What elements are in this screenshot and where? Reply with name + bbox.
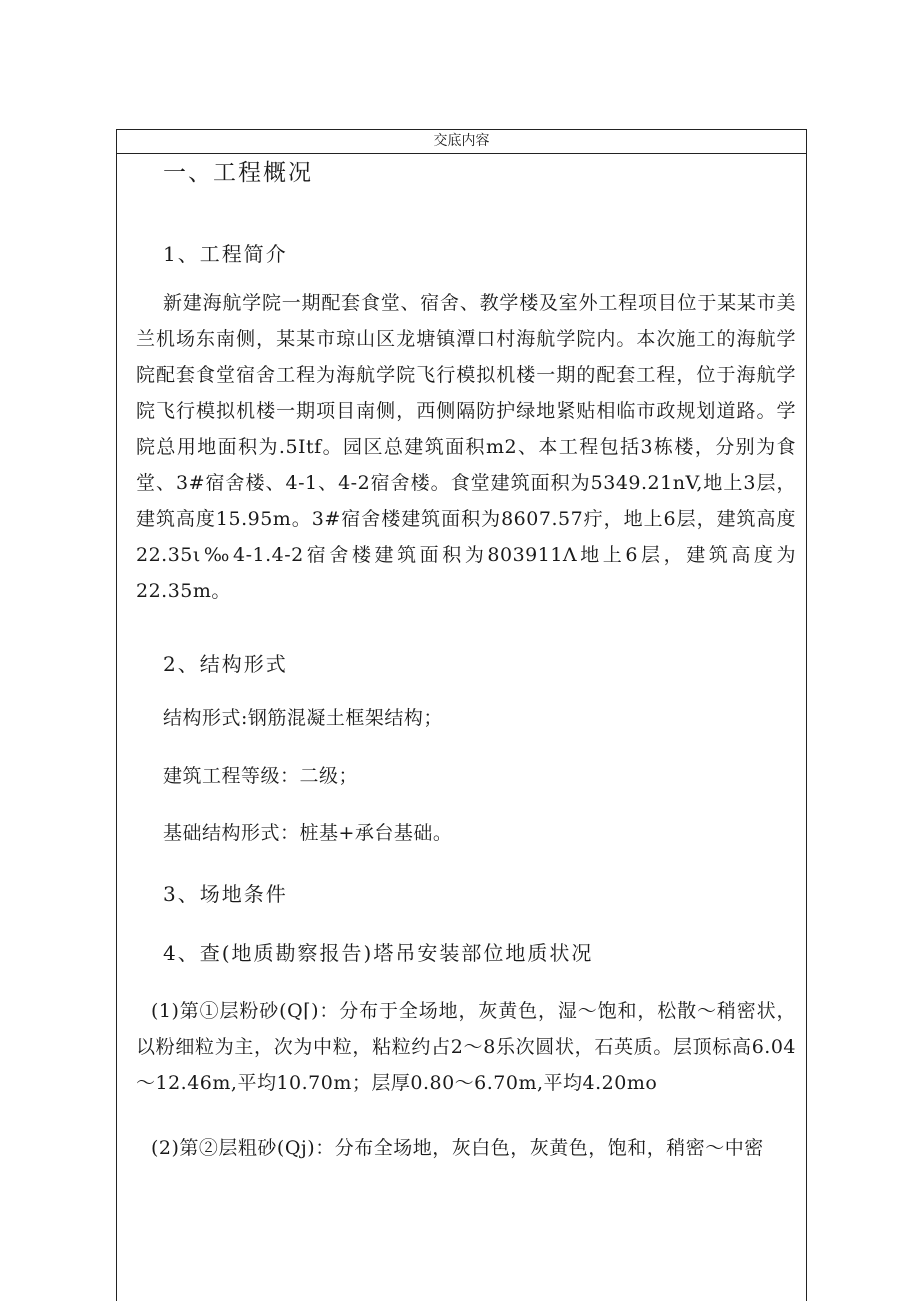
geology-layer-1: (1)第①层粉砂(Q⌈)：分布于全场地，灰黄色，湿～饱和，松散～稍密状，以粉细粒为主，次为中粒，粘粒约占2～8乐次圆状，石英质。层顶标高6.04～12.46m,平均10.70m；层厚0.80～6.70m,平均4.20mo	[136, 1000, 796, 1094]
document-table	[116, 129, 807, 1301]
structure-item-grade: 建筑工程等级：二级；	[163, 765, 359, 787]
intro-paragraph: 新建海航学院一期配套食堂、宿舍、教学楼及室外工程项目位于某某市美兰机场东南侧，某某市琼山区龙塘镇潭口村海航学院内。本次施工的海航学院配套食堂宿舍工程为海航学院飞行模拟机楼一期的配套工程，位于海航学院飞行模拟机楼一期项目南侧，西侧隔防护绿地紧贴相临市政规划道路。学院总用地面积为.5Itf。园区总建筑面积m2、本工程包括3栋楼，分别为食堂、3#宿舍楼、4-1、4-2宿舍楼。食堂建筑面积为5349.21nV,地上3层，建筑高度15.95m。3#宿舍楼建筑面积为8607.57疔，地上6层，建筑高度22.35ι‰4-1.4-2宿舍楼建筑面积为803911Λ地上6层，建筑高度为22.35m。	[136, 292, 796, 602]
table-header: 交底内容	[117, 130, 806, 154]
subsection-title-structure: 2、结构形式	[163, 652, 288, 676]
subsection-title-site: 3、场地条件	[163, 882, 288, 906]
subsection-title-intro: 1、工程简介	[163, 242, 288, 266]
section-title-overview: 一、工程概况	[163, 160, 313, 186]
geology-layer-2: (2)第②层粗砂(Qj)：分布全场地，灰白色，灰黄色，饱和，稍密～中密	[151, 1137, 764, 1159]
subsection-title-geology: 4、查(地质勘察报告)塔吊安装部位地质状况	[163, 941, 594, 965]
structure-item-foundation: 基础结构形式：桩基+承台基础。	[163, 822, 453, 844]
structure-item-form: 结构形式:钢筋混凝土框架结构；	[163, 707, 443, 729]
